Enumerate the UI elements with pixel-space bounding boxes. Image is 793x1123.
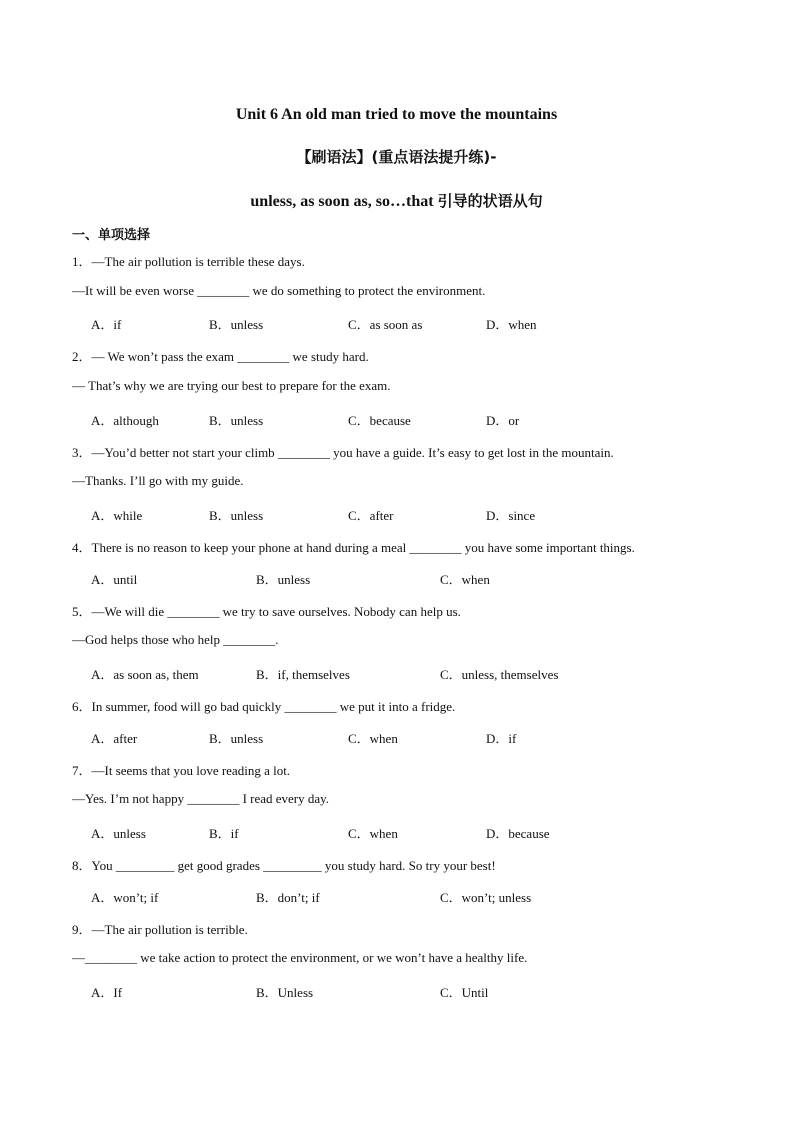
question-9-option-c[interactable]: C．Until [440,985,489,1000]
question-2-option-a[interactable]: A．although [91,413,159,428]
question-1-line-1: 1．—The air pollution is terrible these days. [72,254,305,269]
question-7-line-1: 7．—It seems that you love reading a lot. [72,763,291,778]
question-8-option-b[interactable]: B．don’t; if [256,890,320,905]
question-3-option-d[interactable]: D．since [486,508,536,523]
question-4-option-c[interactable]: C．when [440,572,490,587]
question-7-option-a[interactable]: A．unless [91,826,146,841]
question-4-line-1: 4．There is no reason to keep your phone at hand during a meal ________ you have some important things. [72,540,635,555]
question-5-line-1: 5．—We will die ________ we try to save ourselves. Nobody can help us. [72,604,461,619]
subtitle-grammar [0,146,793,167]
question-3-option-c[interactable]: C．after [348,508,394,523]
section-heading: 一、单项选择 [72,228,151,243]
question-7-option-d[interactable]: D．because [486,826,550,841]
question-3-option-a[interactable]: A．while [91,508,143,523]
question-1-line-2: —It will be even worse ________ we do something to protect the environment. [72,283,486,298]
question-2-line-2: — That’s why we are trying our best to prepare for the exam. [72,378,391,393]
question-6-option-c[interactable]: C．when [348,731,398,746]
question-9-option-b[interactable]: B．Unless [256,985,314,1000]
question-3-option-b[interactable]: B．unless [209,508,264,523]
question-4-option-b[interactable]: B．unless [256,572,311,587]
question-6-option-a[interactable]: A．after [91,731,138,746]
question-5-line-2: —God helps those who help ________. [72,632,279,647]
question-7-option-b[interactable]: B．if [209,826,239,841]
question-9-line-2: —________ we take action to protect the environment, or we won’t have a healthy life. [72,950,528,965]
question-6-line-1: 6．In summer, food will go bad quickly ________ we put it into a fridge. [72,699,456,714]
unit-title: Unit 6 An old man tried to move the mountains [235,106,558,123]
question-1-option-b[interactable]: B．unless [209,317,264,332]
question-1-option-d[interactable]: D．when [486,317,537,332]
question-4-option-a[interactable]: A．until [91,572,138,587]
question-1-option-c[interactable]: C．as soon as [348,317,423,332]
question-7-option-c[interactable]: C．when [348,826,398,841]
question-5-option-a[interactable]: A．as soon as, them [91,667,199,682]
topic-title-cn: 引导的状语从句 [437,192,543,210]
question-8-line-1: 8．You _________ get good grades _________ you study hard. So try your best! [72,858,496,873]
subtitle-bracket: 【刷语法】 [296,148,372,166]
question-1-option-a[interactable]: A．if [91,317,122,332]
subtitle-rest: (重点语法提升练)- [371,148,497,166]
question-3-line-1: 3．—You’d better not start your climb ________ you have a guide. It’s easy to get lost in the mountain. [72,445,614,460]
question-2-line-1: 2．— We won’t pass the exam ________ we study hard. [72,349,369,364]
question-2-option-c[interactable]: C．because [348,413,411,428]
question-8-option-c[interactable]: C．won’t; unless [440,890,532,905]
topic-title [0,190,793,211]
question-6-option-b[interactable]: B．unless [209,731,264,746]
question-5-option-c[interactable]: C．unless, themselves [440,667,559,682]
question-7-line-2: —Yes. I’m not happy ________ I read every day. [72,791,330,806]
question-9-line-1: 9．—The air pollution is terrible. [72,922,248,937]
topic-title-en: unless, as soon as, so…that [250,193,434,210]
question-6-option-d[interactable]: D．if [486,731,517,746]
question-8-option-a[interactable]: A．won’t; if [91,890,159,905]
question-2-option-b[interactable]: B．unless [209,413,264,428]
question-2-option-d[interactable]: D．or [486,413,520,428]
question-9-option-a[interactable]: A．If [91,985,123,1000]
question-3-line-2: —Thanks. I’ll go with my guide. [72,473,244,488]
question-5-option-b[interactable]: B．if, themselves [256,667,350,682]
